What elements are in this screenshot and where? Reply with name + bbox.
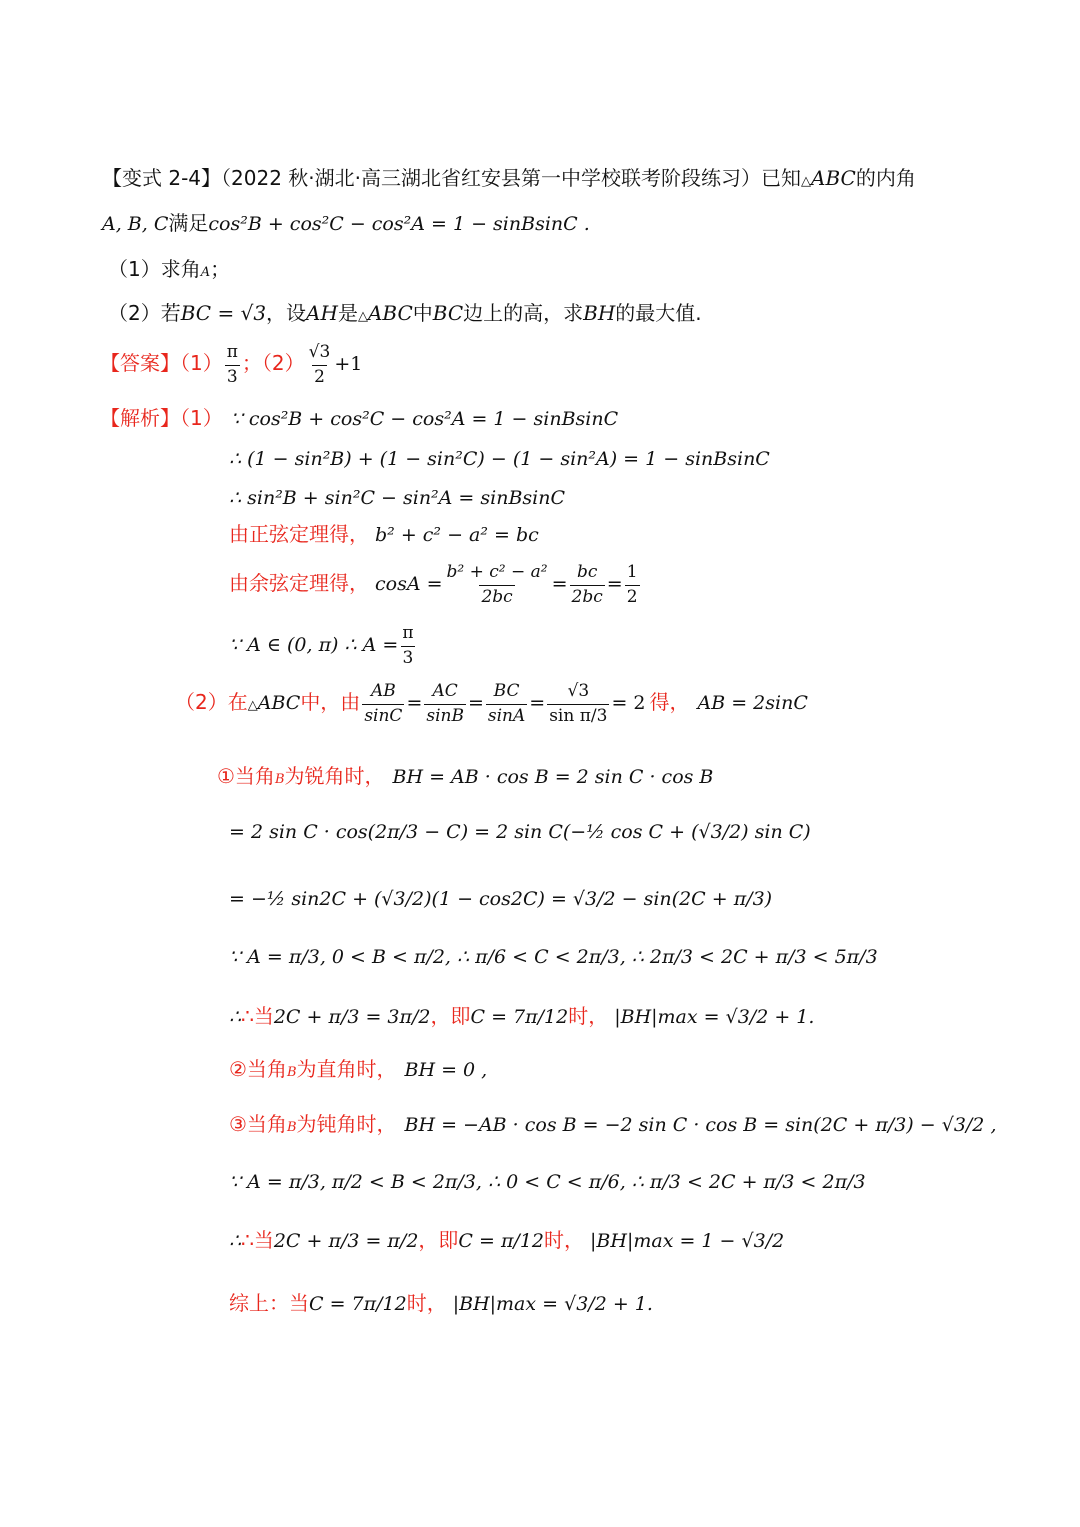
- problem-condition-line: [102, 213, 590, 234]
- part1-end: ；: [210, 257, 231, 281]
- part1-question: [108, 259, 230, 279]
- case1-line-2: = 2 sin C · cos(2π/3 − C) = 2 sin C(−½ cos C + (√3/2) sin C): [229, 821, 811, 843]
- therefore-2: ∴: [229, 1230, 242, 1252]
- intro-tail: 的内角: [855, 166, 916, 190]
- sine-law-formula: b² + c² − a² = bc: [375, 524, 539, 546]
- solution-label: 【解析】（1）: [100, 406, 223, 430]
- sine-law-text: 由正弦定理得，: [229, 522, 369, 546]
- case3-var: B: [286, 1120, 297, 1135]
- ratio-frac-1: [362, 682, 404, 726]
- part2-sol-triangle: ABC: [257, 692, 301, 715]
- problem-heading: [102, 168, 916, 188]
- case1-var: B: [274, 772, 285, 787]
- triangle-symbol: △: [801, 174, 812, 189]
- frac-num: √3: [308, 342, 331, 362]
- cosine-law-text: 由余弦定理得，: [229, 571, 369, 596]
- answer-label: 【答案】（1）: [100, 351, 223, 376]
- case3-at: 时，: [544, 1228, 585, 1252]
- case2-var: B: [286, 1065, 297, 1080]
- answer-tail: +1: [334, 353, 363, 376]
- summary-max: |BH|max = √3/2 + 1.: [452, 1293, 653, 1315]
- answer-frac-2: [307, 343, 333, 387]
- case1-at: 时，: [568, 1004, 609, 1028]
- frac-num: π: [226, 342, 238, 362]
- case1-text: ①当角: [217, 764, 275, 788]
- case1-line: [217, 766, 713, 787]
- part2-given: BC = √3: [180, 301, 267, 325]
- problem-source: （2022 秋·湖北·高三湖北省红安县第一中学校联考阶段练习）: [221, 166, 762, 190]
- case1-line-3: = −½ sin2C + (√3/2)(1 − cos2C) = √3/2 − sin(2C + π/3): [229, 888, 773, 910]
- answer-line: [100, 343, 362, 387]
- part2-question: [108, 303, 702, 323]
- solution-line-1: [100, 408, 618, 429]
- solution-line-2: ∴ (1 − sin²B) + (1 − sin²C) − (1 − sin²A) = 1 − sinBsinC: [229, 448, 770, 470]
- frac-num: AB: [370, 681, 396, 701]
- variant-tag: 【变式 2-4】: [102, 166, 222, 190]
- case1-math: BH = AB · cos B = 2 sin C · cos B: [392, 766, 714, 788]
- part2-end: 的最大值.: [615, 301, 702, 325]
- frac-num: BC: [493, 681, 520, 701]
- frac-num: √3: [567, 681, 590, 701]
- frac-den: 2bc: [481, 586, 513, 607]
- part1-label: （1）求角: [108, 257, 201, 281]
- answer-frac-1: [225, 343, 240, 387]
- case2-text: ②当角: [229, 1057, 287, 1081]
- summary-at: 时，: [406, 1291, 447, 1315]
- part2-bh: BH: [583, 301, 616, 325]
- triangle-symbol: △: [357, 309, 368, 324]
- case3-tail: 为钝角时，: [296, 1112, 397, 1136]
- cos-frac-1: [445, 563, 550, 607]
- part2-tail: 边上的高，求: [463, 301, 584, 325]
- case1-c-value: C = 7π/12: [470, 1006, 569, 1028]
- case1-when: ∴当: [241, 1004, 274, 1028]
- part2-mid2: 是: [337, 301, 358, 325]
- angles: A, B, C: [102, 213, 169, 235]
- part2-triangle: ABC: [367, 301, 413, 325]
- frac-den: sin π/3: [549, 705, 608, 726]
- case1-line-4: ∵ A = π/3, 0 < B < π/2, ∴ π/6 < C < 2π/3, ∴ 2π/3 < 2C + π/3 < 5π/3: [229, 946, 878, 968]
- cos-a-lhs: cosA =: [375, 573, 443, 596]
- case3-line-2: ∵ A = π/3, π/2 < B < 2π/3, ∴ 0 < C < π/6, ∴ π/3 < 2C + π/3 < 2π/3: [229, 1171, 866, 1193]
- part1-var: A: [200, 265, 211, 280]
- frac-den: 2: [314, 366, 325, 387]
- case1-max: |BH|max = √3/2 + 1.: [614, 1006, 815, 1028]
- solution-line-6: [229, 624, 418, 668]
- frac-num: b² + c² − a²: [446, 562, 548, 582]
- frac-num: AC: [432, 681, 458, 701]
- answer-sep: ；（2）: [241, 351, 305, 376]
- problem-intro: 已知: [761, 166, 802, 190]
- case3-namely: ，即: [418, 1228, 459, 1252]
- triangle-symbol: △: [247, 698, 258, 714]
- part2-get: 得，: [649, 690, 690, 715]
- summary-c-value: C = 7π/12: [309, 1293, 407, 1315]
- ratio-value: = 2: [611, 692, 646, 715]
- part2-mid1: ，设: [266, 301, 307, 325]
- frac-num: 1: [626, 562, 638, 582]
- case3-cond: 2C + π/3 = π/2: [273, 1230, 419, 1252]
- case1-tail: 为锐角时，: [284, 764, 385, 788]
- solution-part2-line: （2）在△ABC中，由 $\frac{AB}{\sin C}$ = $\frac{AC}{\sin B}$ = $\frac{BC}{\sin A}$ = $\frac{√3}{\text{sin π/3}}$ = 2 得， AB = 2sinC: [175, 681, 808, 726]
- satisfy-text: 满足: [168, 211, 209, 235]
- angle-frac: [400, 624, 415, 668]
- ratio-frac-3: [486, 682, 527, 726]
- case3-max: |BH|max = 1 − √3/2: [590, 1230, 785, 1252]
- part2-ah: AH: [306, 301, 338, 325]
- cos-frac-3: [625, 563, 640, 607]
- case2-tail: 为直角时，: [296, 1057, 397, 1081]
- case1-cond: 2C + π/3 = 3π/2: [273, 1006, 431, 1028]
- part2-sol-mid: 中，由: [300, 690, 361, 715]
- frac-num: bc: [576, 562, 598, 582]
- solution-formula-1: ∵ cos²B + cos²C − cos²A = 1 − sinBsinC: [230, 408, 619, 430]
- frac-den: 2: [626, 586, 638, 607]
- solution-line-5: 由余弦定理得， cosA = $\frac{\text{b² + c² − a²}}{2bc}$ = $\frac{bc}{2bc}$ = $\frac{1}{2}$: [229, 562, 638, 607]
- frac-den: 3: [402, 647, 414, 668]
- angle-range: ∵ A ∈ (0, π) ∴ A =: [229, 634, 399, 657]
- condition-formula: cos²B + cos²C − cos²A = 1 − sinBsinC .: [208, 213, 590, 235]
- frac-den: sinC: [364, 705, 403, 726]
- cos-frac-2: [570, 563, 605, 607]
- part2-sol-label: （2）在: [175, 690, 248, 715]
- case3-c-value: C = π/12: [458, 1230, 545, 1252]
- summary-text: 综上：当: [229, 1291, 309, 1315]
- ratio-frac-4: [547, 682, 609, 726]
- frac-den: 2bc: [571, 586, 603, 607]
- part2-label: （2）若: [108, 301, 181, 325]
- therefore-1: ∴: [229, 1006, 242, 1028]
- case3-math: BH = −AB · cos B = −2 sin C · cos B = sin(2C + π/3) − √3/2 ,: [404, 1114, 997, 1136]
- case3-line: [229, 1114, 996, 1135]
- frac-den: 3: [226, 366, 238, 387]
- frac-num: π: [402, 623, 414, 643]
- case3-text: ③当角: [229, 1112, 287, 1136]
- frac-den: sinB: [426, 705, 464, 726]
- solution-line-4: [229, 524, 539, 545]
- case1-namely: ，即: [430, 1004, 471, 1028]
- case3-line-3: [229, 1230, 784, 1251]
- case3-when: ∴当: [241, 1228, 274, 1252]
- part2-bc: BC: [432, 301, 464, 325]
- summary-line: [229, 1293, 653, 1314]
- part2-mid3: 中: [412, 301, 433, 325]
- frac-den: sinA: [487, 705, 526, 726]
- case1-line-5: [229, 1006, 814, 1027]
- case2-line: [229, 1059, 487, 1080]
- triangle-name: ABC: [811, 166, 856, 190]
- case2-math: BH = 0 ,: [404, 1059, 488, 1081]
- ab-result: AB = 2sinC: [697, 692, 808, 715]
- ratio-frac-2: [424, 682, 466, 726]
- solution-line-3: ∴ sin²B + sin²C − sin²A = sinBsinC: [229, 487, 566, 509]
